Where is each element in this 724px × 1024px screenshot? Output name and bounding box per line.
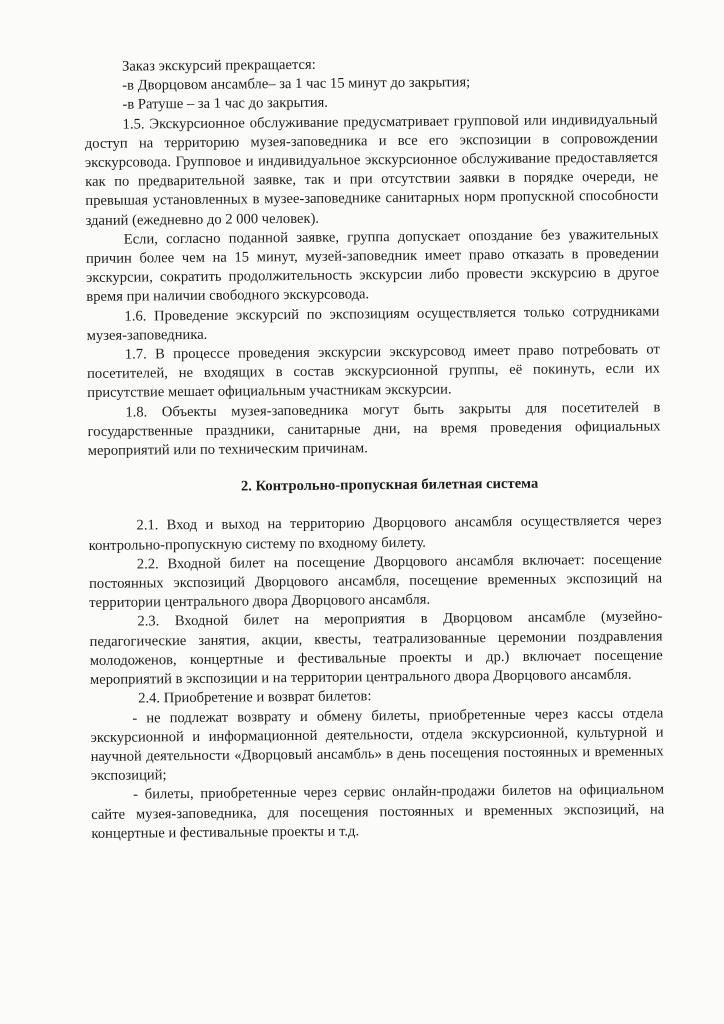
paragraph-online-tickets: - билеты, приобретенные через сервис онлайн-продажи билетов на официальном сайте музея-заповедника, для посещения постоянных и временных экспозиций, на концертные и фестивальные проекты и т.д. — [91, 781, 665, 842]
paragraph-tour-order-stop: Заказ экскурсий прекращается: — [122, 56, 316, 75]
paragraph-palace-ensemble-time: -в Дворцовом ансамбле– за 1 час 15 минут до закрытия; — [122, 74, 471, 94]
paragraph-2-4: 2.4. Приобретение и возврат билетов: — [138, 688, 372, 707]
paragraph-2-1: 2.1. Вход и выход на территорию Дворцового ансамбля осуществляется через контрольно-пропускную систему по входному билету. — [88, 512, 662, 554]
paragraph-town-hall-time: -в Ратуше – за 1 час до закрытия. — [122, 95, 329, 114]
paragraph-1-5: 1.5. Экскурсионное обслуживание предусматривает групповой или индивидуальный доступ на территорию музея-заповедника и все его экспозиции в сопровождении экскурсовода. Групповое и индивидуальное экскурсионное обслуживание предоставляется как по предварительной заявке, так и при отсутствии заявки в порядке очереди, не превышая установленных в музее-заповеднике санитарных норм пропускной способности зданий (ежедневно до 2 000 человек). — [84, 111, 659, 229]
paragraph-2-2: 2.2. Входной билет на посещение Дворцового ансамбля включает: посещение постоянных экспозиций Дворцового ансамбля, посещение временных экспозиций на территории центрального двора Дворцового ансамбля. — [88, 551, 663, 612]
paragraph-1-8: 1.8. Объекты музея-заповедника могут быть закрыты для посетителей в государственные праздники, санитарные дни, на время проведения официальных мероприятий или по техническим причинам. — [87, 399, 661, 460]
paragraph-1-6: 1.6. Проведение экскурсий по экспозициям осуществляется только сотрудниками музея-заповедника. — [86, 303, 660, 344]
paragraph-2-3: 2.3. Входной билет на мероприятия в Дворцовом ансамбле (музейно-педагогические занятия, акции, квесты, театрализованные церемонии поздравления молодоженов, концертные и фестивальные проекты и др.) включает посещение мероприятий в экспозиции и на территории центрального двора Дворцового ансамбля. — [89, 608, 663, 689]
document-text — [84, 52, 665, 843]
paragraph-no-refund: - не подлежат возврату и обмену билеты, приобретенные через кассы отдела экскурсионной и информационной деятельности, отдела экскурсионной, культурной и научной деятельности «Дворцовый ансамбль» в день посещения постоянных и временных экспозиций; — [90, 704, 664, 785]
paragraph-1-7: 1.7. В процессе проведения экскурсии экскурсовод имеет право потребовать от посетителей, не входящих в состав экскурсионной группы, её покинуть, если их присутствие мешает официальным участникам экскурсии. — [86, 341, 661, 402]
paragraph-late-group: Если, согласно поданной заявке, группа допускает опоздание без уважительных причин более чем на 15 минут, музей-заповедник имеет право отказать в проведении экскурсии, сократить продолжительность экскурсии либо провести экскурсию в другое время при наличии свободного экскурсовода. — [85, 226, 660, 306]
section-heading: 2. Контрольно-пропускная билетная система — [240, 475, 539, 495]
